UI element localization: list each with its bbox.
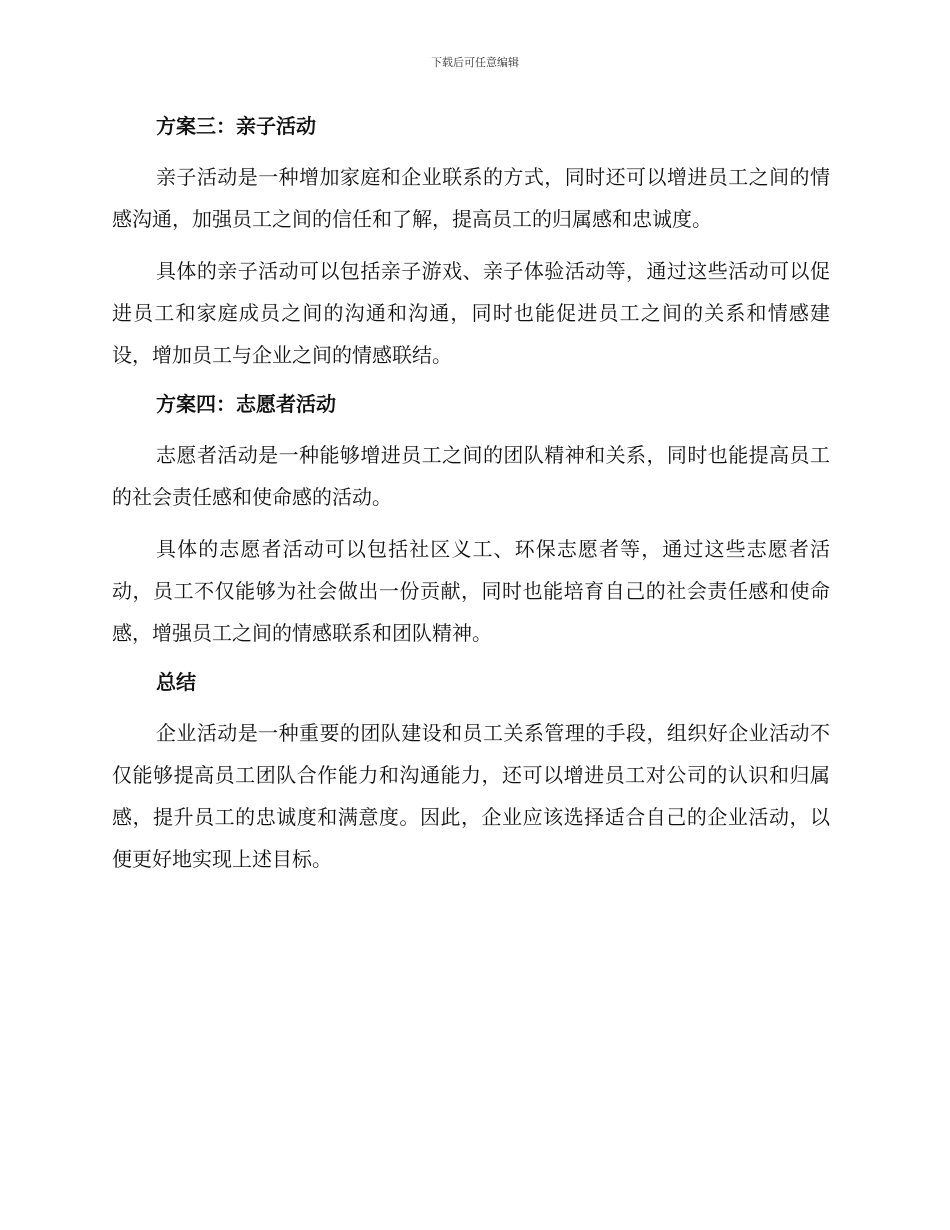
paragraph: 亲子活动是一种增加家庭和企业联系的方式，同时还可以增进员工之间的情感沟通，加强员工之间的信任和了解，提高员工的归属感和忠诚度。 xyxy=(112,165,830,231)
section-volunteer-activity xyxy=(112,386,830,654)
paragraph: 企业活动是一种重要的团队建设和员工关系管理的手段，组织好企业活动不仅能够提高员工团队合作能力和沟通能力，还可以增进员工对公司的认识和归属感，提升员工的忠诚度和满意度。因此，企业应该选择适合自己的企业活动，以便更好地实现上述目标。 xyxy=(112,721,830,871)
paragraph: 具体的志愿者活动可以包括社区义工、环保志愿者等，通过这些志愿者活动，员工不仅能够为社会做出一份贡献，同时也能培育自己的社会责任感和使命感，增强员工之间的情感联系和团队精神。 xyxy=(112,537,830,645)
document-body xyxy=(112,108,830,890)
section-heading: 方案三：亲子活动 xyxy=(156,114,316,138)
section-summary xyxy=(112,664,830,880)
section-heading: 总结 xyxy=(156,670,196,694)
section-parent-child-activity xyxy=(112,108,830,376)
paragraph: 志愿者活动是一种能够增进员工之间的团队精神和关系，同时也能提高员工的社会责任感和使命感的活动。 xyxy=(112,443,830,509)
section-heading: 方案四：志愿者活动 xyxy=(156,392,336,416)
paragraph: 具体的亲子活动可以包括亲子游戏、亲子体验活动等，通过这些活动可以促进员工和家庭成员之间的沟通和沟通，同时也能促进员工之间的关系和情感建设，增加员工与企业之间的情感联结。 xyxy=(112,259,830,367)
page-header-note: 下载后可任意编辑 xyxy=(431,56,519,69)
